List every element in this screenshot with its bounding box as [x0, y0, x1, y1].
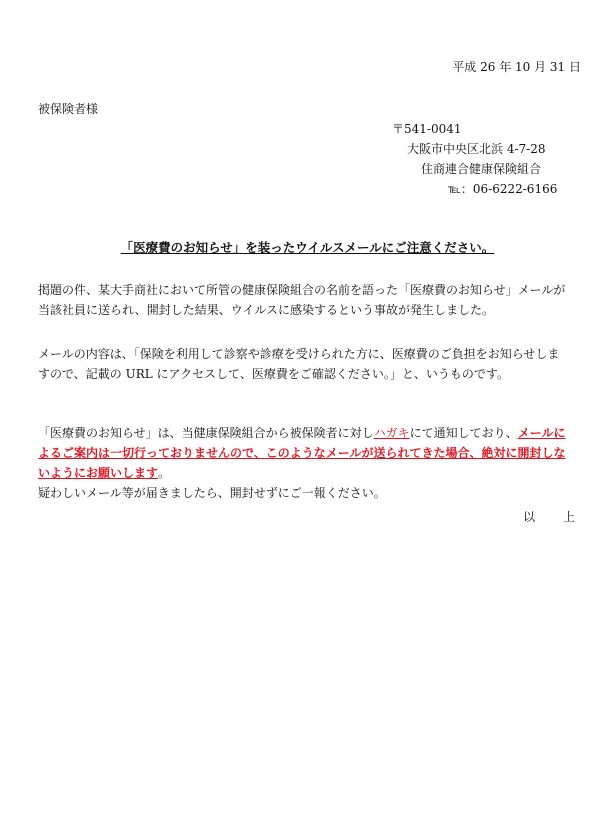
warning-text: にて通知しており、 — [409, 426, 518, 440]
paragraph-mail-content — [38, 344, 583, 384]
sender-address: 大阪市中央区北浜 4-7-28 — [407, 142, 546, 156]
paragraph-warning — [38, 423, 583, 503]
document-date: 平成 26 年 10 月 31 日 — [452, 60, 581, 74]
paragraph-line: メールの内容は、「保険を利用して診察や診療を受けられた方に、医療費のご負担をお知らせしま — [38, 347, 560, 361]
warning-emphasis: よるご案内は一切行っておりませんので、このようなメールが送られてきた場合、絶対に開封しな — [38, 446, 566, 460]
sender-organization: 住商連合健康保険組合 — [421, 162, 542, 176]
warning-emphasis: いようにお願いします — [38, 466, 159, 480]
paragraph-line: 掲題の件、某大手商社において所管の健康保険組合の名前を語った「医療費のお知らせ」メールが — [38, 283, 566, 297]
notice-title-text: 「医療費のお知らせ」を装ったウイルスメールにご注意ください。 — [120, 240, 495, 255]
paragraph-line: 疑わしいメール等が届きましたら、開封せずにご一報ください。 — [38, 486, 386, 500]
postcard-highlight: ハガキ — [373, 426, 410, 440]
paragraph-line — [38, 443, 583, 463]
warning-text: 「医療費のお知らせ」は、当健康保険組合から被保険者に対し — [38, 426, 374, 440]
paragraph-line: 当該社員に送られ、開封した結果、ウイルスに感染するという事故が発生しました。 — [38, 303, 495, 317]
paragraph-line: すので、記載の URL にアクセスして、医療費をご確認ください。」と、いうものです。 — [38, 367, 509, 381]
sender-phone: ℡：06-6222-6166 — [448, 182, 558, 196]
paragraph-line — [38, 423, 583, 443]
warning-emphasis: メールに — [517, 426, 566, 440]
sender-postal-code: 〒541-0041 — [392, 122, 462, 136]
closing-remark: 以 上 — [523, 510, 587, 524]
notice-title — [0, 238, 615, 256]
paragraph-incident — [38, 280, 583, 320]
paragraph-line — [38, 463, 583, 483]
addressee: 被保険者様 — [38, 102, 99, 116]
warning-text: 。 — [158, 466, 171, 480]
